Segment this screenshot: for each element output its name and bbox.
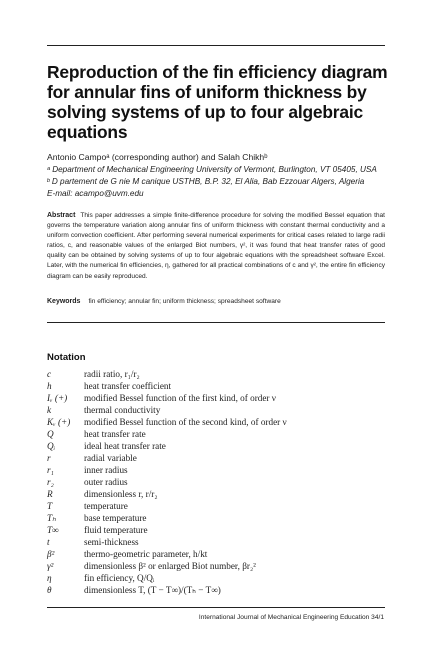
notation-symbol: t — [47, 537, 50, 547]
affiliation-b: ᵇ D partement de G nie M canique USTHB, B.P. 32, El Alia, Bab Ezzouar Algers, Algeria — [47, 177, 365, 186]
contact-email: E-mail: acampo@uvm.edu — [47, 189, 144, 198]
notation-heading: Notation — [47, 352, 86, 363]
keywords — [47, 298, 281, 305]
notation-symbol: θ — [47, 585, 52, 595]
notation-definition: outer radius — [84, 477, 128, 487]
notation-symbol: R — [47, 489, 53, 499]
affiliation-a: ᵃ Department of Mechanical Engineering University of Vermont, Burlington, VT 05405, USA — [47, 165, 377, 174]
notation-symbol: k — [47, 405, 52, 415]
notation-symbol: Kᵥ (+) — [47, 417, 71, 427]
paper-title: Reproduction of the fin efficiency diagram for annular fins of uniform thickness by solving systems of up to four algebraic equations — [47, 62, 388, 142]
notation-symbol: r — [47, 453, 51, 463]
notation-definition: fin efficiency, Q/Qᵢ — [84, 573, 155, 583]
notation-definition: heat transfer coefficient — [84, 381, 172, 391]
notation-definition: fluid temperature — [84, 525, 148, 535]
notation-symbol: η — [47, 573, 52, 583]
notation-definition: modified Bessel function of the first kind, of order ν — [84, 393, 276, 403]
notation-definition: radii ratio, r₁/r₂ — [84, 369, 140, 379]
journal-footer: International Journal of Mechanical Engineering Education 34/1 — [198, 614, 384, 621]
notation-definition: semi-thickness — [84, 537, 139, 547]
top-rule — [47, 45, 385, 46]
notation-definition: temperature — [84, 501, 128, 511]
notation-symbol: Qᵢ — [47, 441, 56, 451]
abstract — [47, 211, 385, 282]
abstract-label: Abstract — [47, 212, 76, 219]
notation-symbol: c — [47, 369, 52, 379]
notation-symbol: T∞ — [47, 525, 59, 535]
notation-symbol: r₂ — [47, 477, 54, 487]
notation-symbol: β² — [47, 549, 55, 559]
notation-symbol: r₁ — [47, 465, 54, 475]
notation-definition: dimensionless β² or enlarged Biot number, βr₂² — [84, 561, 256, 571]
notation-definition: thermo-geometric parameter, h/kt — [84, 549, 208, 559]
authors-line: Antonio Campoᵃ (corresponding author) and Salah Chikhᵇ — [47, 152, 268, 162]
notation-definition: dimensionless T, (T − T∞)/(Tₕ − T∞) — [84, 585, 221, 595]
notation-definition: ideal heat transfer rate — [84, 441, 166, 451]
notation-definition: modified Bessel function of the second kind, of order ν — [84, 417, 287, 427]
notation-symbol: h — [47, 381, 52, 391]
keywords-label: Keywords — [47, 298, 81, 305]
notation-symbol: Q — [47, 429, 54, 439]
notation-definition: radial variable — [84, 453, 137, 463]
notation-symbol: Iᵥ (+) — [47, 393, 68, 403]
notation-definition: dimensionless r, r/r₂ — [84, 489, 158, 499]
abstract-text: This paper addresses a simple finite-difference procedure for solving the modified Bessel equation that governs the temperature variation along annular fins of uniform thickness with constant thermal conductivity and a uniform convection coefficient. After performing several numerical experiments for critical cases related to large radii ratios, c, and reasonable values of the enlarged Biot numbers, γ², it was found that heat transfer rates of good quality can be obtained by solving systems of up to four algebraic equations with the spreadsheet software Excel. Later, with the numerical fin efficiencies, η, gathered for all practical combinations of c and γ², the entire fin efficiency diagram can be easily reproduced. — [47, 212, 385, 280]
footer-rule — [47, 607, 385, 608]
keywords-text: fin efficiency; annular fin; uniform thickness; spreadsheet software — [88, 298, 281, 305]
notation-definition: base temperature — [84, 513, 147, 523]
notation-symbol: Tₕ — [47, 513, 56, 523]
notation-symbol: γ² — [47, 561, 54, 571]
section-rule — [47, 322, 385, 323]
notation-symbol: T — [47, 501, 53, 511]
notation-definition: inner radius — [84, 465, 128, 475]
notation-definition: thermal conductivity — [84, 405, 161, 415]
notation-definition: heat transfer rate — [84, 429, 146, 439]
